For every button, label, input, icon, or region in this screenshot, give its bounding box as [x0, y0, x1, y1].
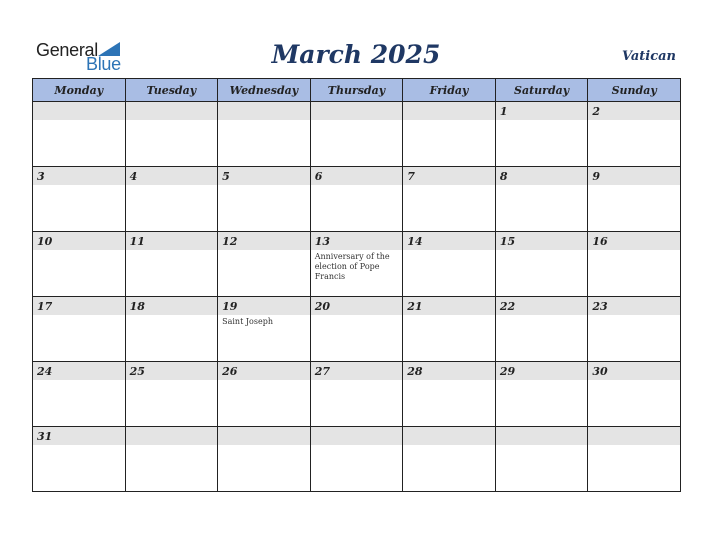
holiday-label: [33, 185, 125, 187]
holiday-label: Anniversary of the election of Pope Francis: [314, 252, 390, 281]
weekday-header: Friday: [403, 79, 496, 102]
day-cell: [588, 297, 681, 362]
day-number: 24: [33, 362, 125, 380]
holiday-label: [496, 250, 588, 252]
day-number: 20: [311, 297, 403, 315]
holiday-label: [496, 380, 588, 382]
holiday-label: [218, 120, 310, 122]
holiday-label: [311, 120, 403, 122]
day-cell: [125, 297, 218, 362]
day-cell: [33, 232, 126, 297]
day-cell: [218, 427, 311, 492]
day-number: 30: [588, 362, 680, 380]
day-cell: [495, 167, 588, 232]
holiday-label: [126, 120, 218, 122]
day-cell: [310, 362, 403, 427]
holiday-label: [311, 380, 403, 382]
day-cell: [218, 102, 311, 167]
day-cell: [310, 102, 403, 167]
day-cell: [495, 102, 588, 167]
day-number: [311, 427, 403, 445]
day-number: [218, 427, 310, 445]
week-row: [33, 232, 681, 297]
logo-word-blue: Blue: [86, 54, 121, 74]
day-cell: [218, 232, 311, 297]
day-cell: [495, 232, 588, 297]
day-cell: [403, 362, 496, 427]
day-number: 10: [33, 232, 125, 250]
day-number: 29: [496, 362, 588, 380]
day-number: 26: [218, 362, 310, 380]
day-number: [496, 427, 588, 445]
day-cell: [588, 102, 681, 167]
day-cell: [403, 167, 496, 232]
day-cell: [310, 167, 403, 232]
day-cell: [403, 102, 496, 167]
holiday-label: [496, 120, 588, 122]
day-number: 5: [218, 167, 310, 185]
holiday-label: [588, 120, 680, 122]
day-number: 3: [33, 167, 125, 185]
holiday-label: [126, 380, 218, 382]
day-number: 23: [588, 297, 680, 315]
holiday-label: [403, 445, 495, 447]
holiday-label: [403, 250, 495, 252]
holiday-label: [588, 185, 680, 187]
day-number: 1: [496, 102, 588, 120]
holiday-label: [588, 445, 680, 447]
day-cell: [588, 232, 681, 297]
day-number: [403, 102, 495, 120]
day-cell: [218, 297, 311, 362]
day-number: 4: [126, 167, 218, 185]
holiday-label: [403, 315, 495, 317]
weekday-header: Tuesday: [125, 79, 218, 102]
day-cell: [588, 167, 681, 232]
weekday-header-row: [33, 79, 681, 102]
day-number: 14: [403, 232, 495, 250]
week-row: [33, 427, 681, 492]
day-cell: [218, 362, 311, 427]
day-number: [218, 102, 310, 120]
day-cell: [495, 427, 588, 492]
holiday-label: [33, 380, 125, 382]
holiday-label: [218, 445, 310, 447]
holiday-label: [588, 250, 680, 252]
weekday-header: Monday: [33, 79, 126, 102]
weekday-header: Sunday: [588, 79, 681, 102]
day-number: 9: [588, 167, 680, 185]
weekday-header: Wednesday: [218, 79, 311, 102]
day-number: 22: [496, 297, 588, 315]
holiday-label: [403, 120, 495, 122]
day-cell: [33, 102, 126, 167]
day-cell: [125, 362, 218, 427]
holiday-label: [126, 250, 218, 252]
holiday-label: [218, 250, 310, 252]
week-row: [33, 297, 681, 362]
day-cell: [33, 427, 126, 492]
day-cell: [310, 297, 403, 362]
day-number: [126, 427, 218, 445]
day-cell: [33, 362, 126, 427]
day-number: [311, 102, 403, 120]
day-cell: [588, 362, 681, 427]
day-cell: [310, 232, 403, 297]
day-number: 7: [403, 167, 495, 185]
holiday-label: [311, 185, 403, 187]
day-number: 8: [496, 167, 588, 185]
holiday-label: [33, 120, 125, 122]
holiday-label: [403, 380, 495, 382]
day-cell: [403, 427, 496, 492]
day-number: 13: [311, 232, 403, 250]
holiday-label: [496, 445, 588, 447]
day-number: 6: [311, 167, 403, 185]
holiday-label: [33, 250, 125, 252]
day-number: [126, 102, 218, 120]
holiday-label: [218, 380, 310, 382]
day-number: [403, 427, 495, 445]
holiday-label: Saint Joseph: [222, 317, 273, 326]
day-number: 15: [496, 232, 588, 250]
holiday-label: [33, 445, 125, 447]
holiday-label: [588, 380, 680, 382]
holiday-label: [403, 185, 495, 187]
holiday-label: [33, 315, 125, 317]
week-row: [33, 102, 681, 167]
day-number: 16: [588, 232, 680, 250]
day-number: [588, 427, 680, 445]
day-number: 27: [311, 362, 403, 380]
day-cell: [310, 427, 403, 492]
day-number: 17: [33, 297, 125, 315]
day-cell: [33, 297, 126, 362]
day-number: 18: [126, 297, 218, 315]
holiday-label: [496, 315, 588, 317]
week-row: [33, 167, 681, 232]
holiday-label: [496, 185, 588, 187]
holiday-label: [218, 185, 310, 187]
day-cell: [125, 427, 218, 492]
day-number: [33, 102, 125, 120]
day-cell: [33, 167, 126, 232]
day-number: 2: [588, 102, 680, 120]
weekday-header: Saturday: [495, 79, 588, 102]
day-cell: [403, 232, 496, 297]
holiday-label: [126, 315, 218, 317]
weekday-header: Thursday: [310, 79, 403, 102]
day-number: 28: [403, 362, 495, 380]
day-number: 25: [126, 362, 218, 380]
day-number: 11: [126, 232, 218, 250]
day-cell: [495, 297, 588, 362]
day-number: 31: [33, 427, 125, 445]
week-row: [33, 362, 681, 427]
day-cell: [125, 102, 218, 167]
holiday-label: [311, 315, 403, 317]
country-label: Vatican: [621, 49, 676, 64]
day-cell: [218, 167, 311, 232]
day-cell: [403, 297, 496, 362]
holiday-label: [126, 185, 218, 187]
page-title: March 2025: [271, 40, 441, 69]
day-cell: [495, 362, 588, 427]
calendar-grid: [32, 78, 681, 492]
day-cell: [125, 232, 218, 297]
day-cell: [125, 167, 218, 232]
holiday-label: [588, 315, 680, 317]
day-number: 21: [403, 297, 495, 315]
holiday-label: [311, 445, 403, 447]
day-number: 19: [218, 297, 310, 315]
day-number: 12: [218, 232, 310, 250]
logo-word-general: General: [36, 40, 98, 60]
holiday-label: [126, 445, 218, 447]
day-cell: [588, 427, 681, 492]
